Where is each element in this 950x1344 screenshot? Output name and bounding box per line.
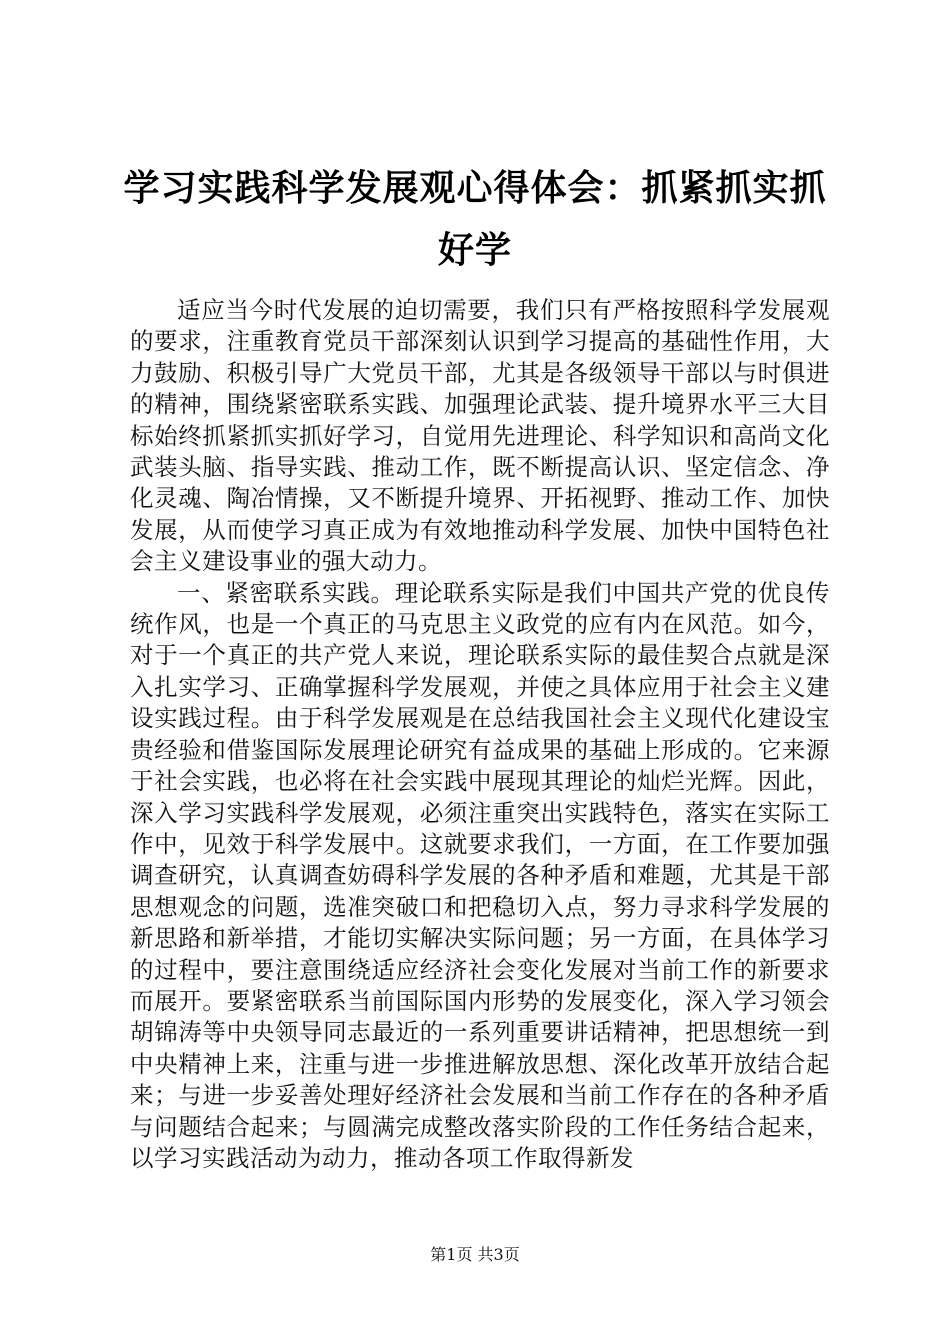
document-title: 学习实践科学发展观心得体会：抓紧抓实抓好学 [123,168,827,271]
paragraph-intro: 适应当今时代发展的迫切需要，我们只有严格按照科学发展观的要求，注重教育党员干部深刻认识到学习提高的基础性作用，大力鼓励、积极引导广大党员干部，尤其是各级领导干部以与时俱进的精神，围绕紧密联系实践、加强理论武装、提升境界水平三大目标始终抓紧抓实抓好学习，自觉用先进理论、科学知识和高尚文化武装头脑、指导实践、推动工作，既不断提高认识、坚定信念、净化灵魂、陶冶情操，又不断提升境界、开拓视野、推动工作、加快发展，从而使学习真正成为有效地推动科学发展、加快中国特色社会主义建设事业的强大动力。 [130,296,830,576]
document-body [130,295,830,1174]
page-number-footer: 第1页 共3页 [430,1245,520,1264]
paragraph-section-one: 一、紧密联系实践。理论联系实际是我们中国共产党的优良传统作风，也是一个真正的马克思主义政党的应有内在风范。如今，对于一个真正的共产党人来说，理论联系实际的最佳契合点就是深入扎实学习、正确掌握科学发展观，并使之具体应用于社会主义建设实践过程。由于科学发展观是在总结我国社会主义现代化建设宝贵经验和借鉴国际发展理论研究有益成果的基础上形成的。它来源于社会实践，也必将在社会实践中展现其理论的灿烂光辉。因此，深入学习实践科学发展观，必须注重突出实践特色，落实在实际工作中，见效于科学发展中。这就要求我们，一方面，在工作要加强调查研究，认真调查妨碍科学发展的各种矛盾和难题，尤其是干部思想观念的问题，选准突破口和把稳切入点，努力寻求科学发展的新思路和新举措，才能切实解决实际问题；另一方面，在具体学习的过程中，要注意围绕适应经济社会变化发展对当前工作的新要求而展开。要紧密联系当前国际国内形势的发展变化，深入学习领会胡锦涛等中央领导同志最近的一系列重要讲话精神，把思想统一到中央精神上来，注重与进一步推进解放思想、深化改革开放结合起来；与进一步妥善处理好经济社会发展和当前工作存在的各种矛盾与问题结合起来；与圆满完成整改落实阶段的工作任务结合起来，以学习实践活动为动力，推动各项工作取得新发 [130,578,830,1172]
